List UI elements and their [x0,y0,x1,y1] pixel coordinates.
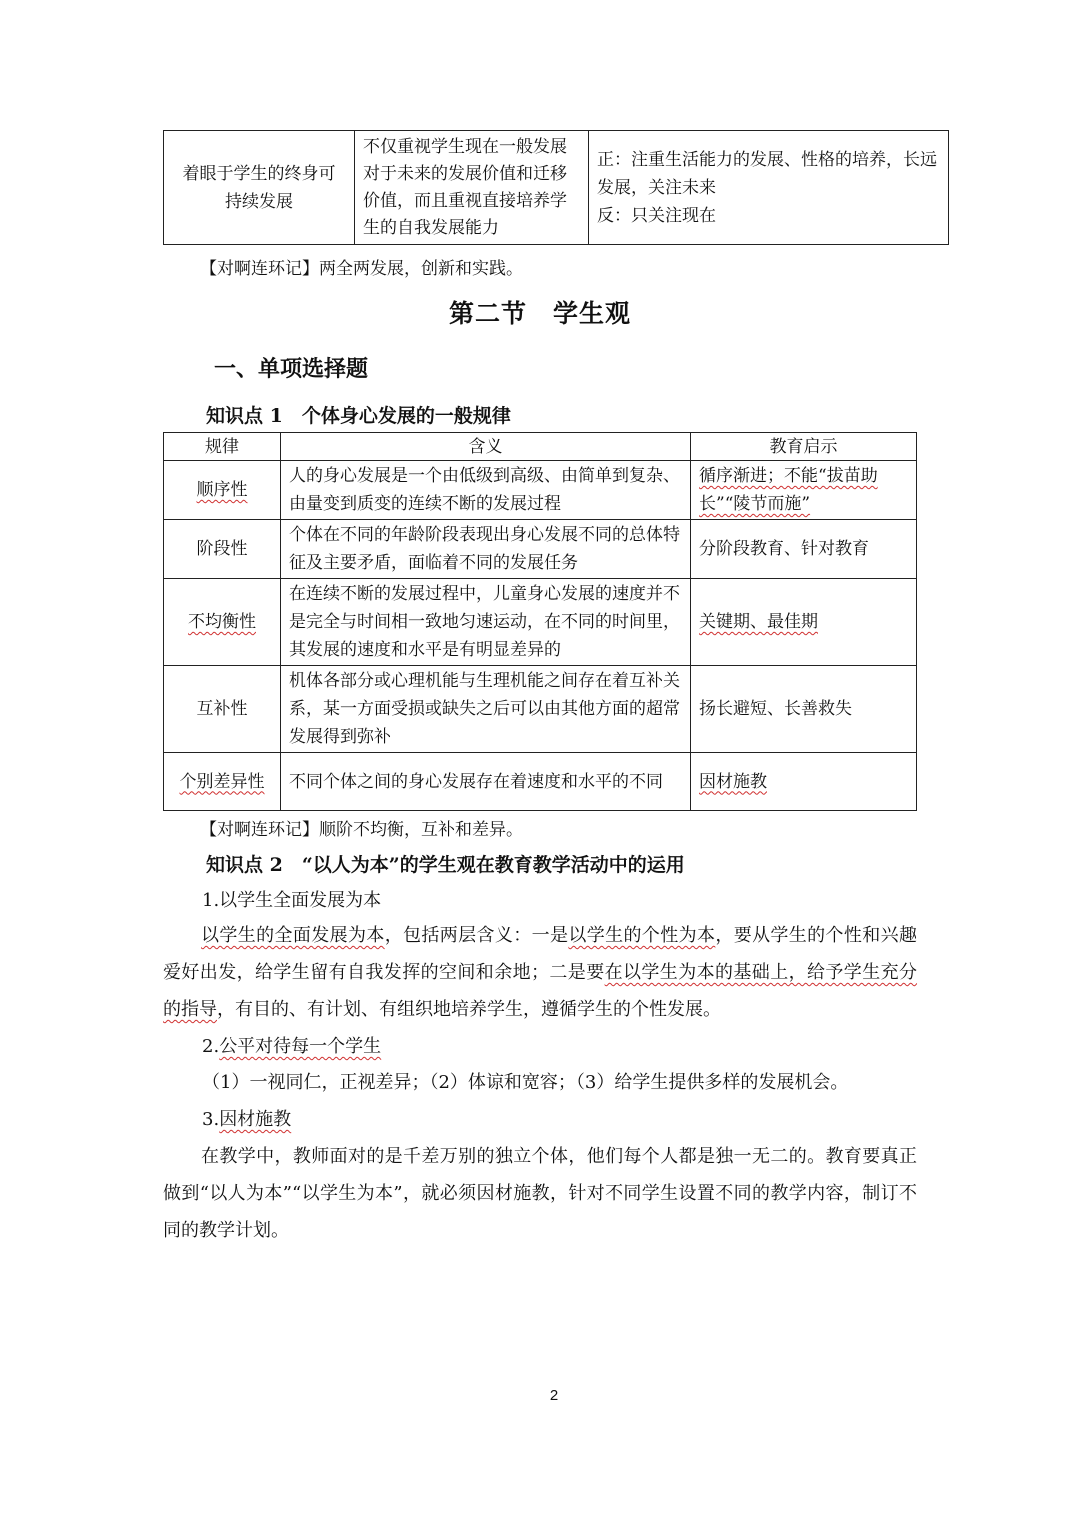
laws-table [163,432,917,811]
point1-text-d: ，要从学生的个性和兴趣爱好出发，给学生留有自我发挥的空间和余地；二是要 [163,925,918,983]
insight-cell [691,461,917,520]
point1-text-a: 以学生的全面发展为本 [201,925,385,946]
point3-paragraph: 在教学中，教师面对的是千差万别的独立个体，他们每个人都是独一无二的。教育要真正做到“以人为本”“以学生为本”，就必须因材施教，针对不同学生设置不同的教学内容，制订不同的教学计划。 [163,1146,917,1241]
point2-heading-num: 2. [202,1036,220,1057]
law-name: 阶段性 [196,539,248,559]
point2-paragraph: （1）一视同仁，正视差异；（2）体谅和宽容；（3）给学生提供多样的发展机会。 [202,1072,849,1093]
insight-text: 循序渐进；不能“拔苗助长”“陵节而施” [699,466,878,514]
law-cell [164,461,281,520]
law-cell [164,666,281,753]
point3-heading [202,1101,291,1138]
meaning-cell: 在连续不断的发展过程中，儿童身心发展的速度并不是完全与时间相一致地匀速运动，在不同的时间里，其发展的速度和水平是有明显差异的 [281,579,691,666]
top-table-positive: 正：注重生活能力的发展、性格的培养，长远发展，关注未来 [597,149,937,198]
top-table-negative: 反：只关注现在 [597,205,716,226]
point1-text-e: 在以学生为本的基础上，给予学生充分的指导 [163,962,918,1020]
mnemonic-1: 【对啊连环记】两全两发展，创新和实践。 [200,259,523,279]
page-number: 2 [549,1387,559,1404]
point1-heading: 1.以学生全面发展为本 [202,890,382,911]
meaning-cell: 人的身心发展是一个由低级到高级、由简单到复杂、由量变到质变的连续不断的发展过程 [281,461,691,520]
table-row [164,520,917,579]
kp2-title: 知识点 2 “以人为本”的学生观在教育教学活动中的运用 [206,854,685,876]
top-table [163,130,949,245]
law-name: 不均衡性 [188,612,256,632]
meaning-cell: 个体在不同的年龄阶段表现出身心发展不同的总体特征及主要矛盾，面临着不同的发展任务 [281,520,691,579]
kp1-title: 知识点 1 个体身心发展的一般规律 [206,405,511,427]
point3-heading-text: 因材施教 [219,1109,292,1130]
insight-text: 因材施教 [699,771,767,792]
point1-paragraph [163,917,917,1028]
top-table-cell-aspect: 着眼于学生的终身可持续发展 [164,131,355,245]
law-cell [164,753,281,811]
section-title: 第二节 学生观 [448,299,631,328]
point1-text-b: ，包括两层含义：一是 [384,925,569,946]
meaning-cell: 不同个体之间的身心发展存在着速度和水平的不同 [281,753,691,811]
insight-cell [691,666,917,753]
table-row [164,131,949,245]
table-row [164,666,917,753]
point1-text-f: ，有目的、有计划、有组织地培养学生，遵循学生的个性发展。 [217,999,721,1020]
insight-cell [691,520,917,579]
header-law: 规律 [164,433,281,461]
law-name: 互补性 [196,699,248,719]
top-table-cell-description: 不仅重视学生现在一般发展对于未来的发展价值和迁移价值，而且重视直接培养学生的自我发展能力 [355,131,589,245]
table-row [164,753,917,811]
law-cell [164,520,281,579]
top-table-cell-example [589,131,949,245]
header-meaning: 含义 [281,433,691,461]
insight-text: 分阶段教育、针对教育 [699,539,869,559]
insight-text: 扬长避短、长善救失 [699,699,852,719]
point2-heading-text: 公平对待每一个学生 [219,1036,382,1057]
table-row [164,461,917,520]
law-name: 个别差异性 [179,771,265,792]
point3-heading-num: 3. [202,1109,220,1130]
sub-title: 一、单项选择题 [214,356,369,382]
meaning-cell: 机体各部分或心理机能与生理机能之间存在着互补关系，某一方面受损或缺失之后可以由其他方面的超常发展得到弥补 [281,666,691,753]
mnemonic-2: 【对啊连环记】顺阶不均衡，互补和差异。 [200,820,523,840]
table-header-row [164,433,917,461]
insight-text: 关键期、最佳期 [699,612,818,632]
insight-cell [691,579,917,666]
law-cell [164,579,281,666]
header-insight: 教育启示 [691,433,917,461]
table-row [164,579,917,666]
point1-text-c: 以学生的个性为本 [568,925,716,946]
insight-cell [691,753,917,811]
point2-heading [202,1028,381,1065]
law-name: 顺序性 [196,480,248,500]
